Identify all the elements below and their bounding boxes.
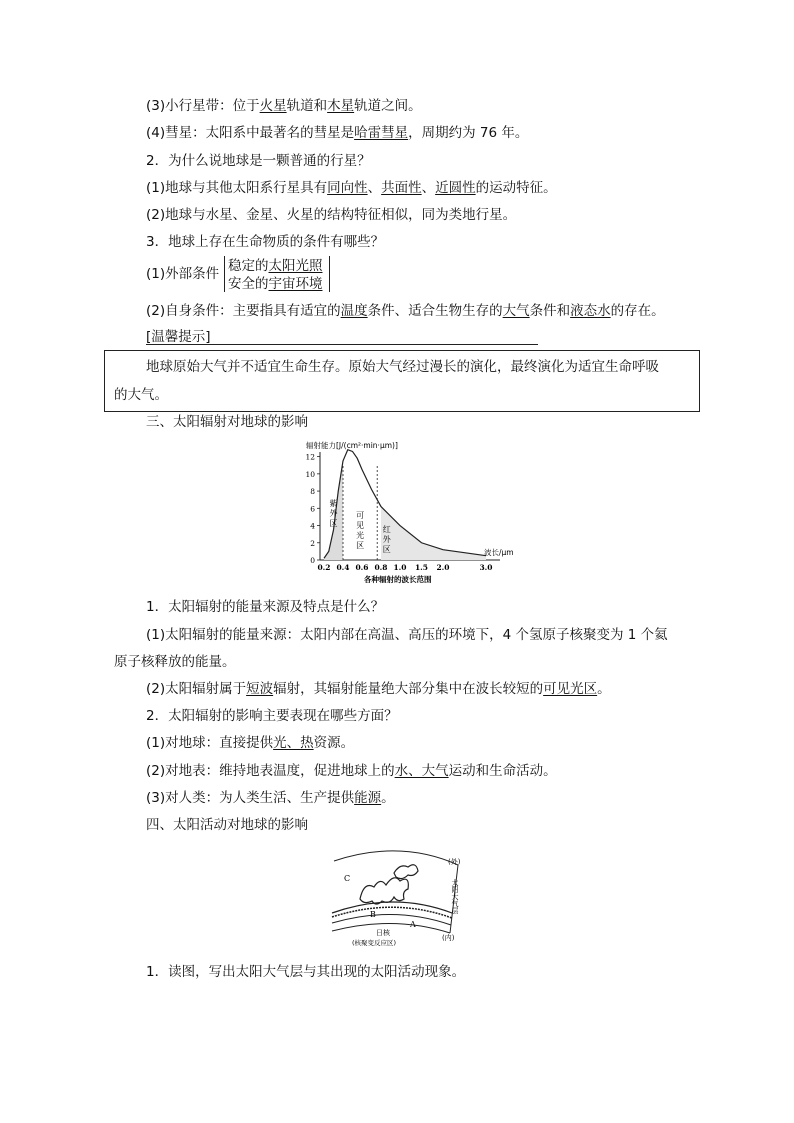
y-tick-label: 4 bbox=[310, 521, 315, 531]
x-tick-label: 1.0 bbox=[393, 563, 407, 572]
tip-label: [温馨提示] bbox=[146, 329, 211, 345]
region-label: 区 bbox=[356, 541, 365, 550]
text-line bbox=[146, 97, 422, 115]
region-label: 紫 bbox=[329, 499, 338, 508]
x-tick-label: 0.8 bbox=[374, 563, 388, 572]
label-outer: (外) bbox=[448, 858, 461, 866]
label-b: B bbox=[370, 910, 376, 919]
y-tick-label: 10 bbox=[305, 469, 315, 479]
answer-text: 同向性 bbox=[327, 180, 368, 196]
brace-item bbox=[228, 275, 323, 293]
text: 、 bbox=[367, 180, 382, 196]
text: 条件和 bbox=[529, 303, 571, 319]
answer-text: 太阳光照 bbox=[268, 258, 323, 274]
text: (2)自身条件：主要指具有适宜的 bbox=[146, 303, 341, 319]
tip-underline bbox=[146, 344, 538, 345]
x-tick-label: 1.5 bbox=[414, 563, 429, 572]
layer-arc bbox=[332, 923, 450, 933]
answer-text: 宇宙环境 bbox=[268, 276, 323, 292]
text-line: (1)外部条件 bbox=[146, 266, 220, 282]
answer-text: 近圆性 bbox=[435, 180, 476, 196]
text-line bbox=[146, 734, 354, 752]
y-tick-label: 0 bbox=[310, 556, 315, 565]
question-heading: 1．太阳辐射的能量来源及特点是什么？ bbox=[146, 599, 385, 615]
text: 轨道之间。 bbox=[354, 98, 422, 114]
answer-text: 能源 bbox=[354, 790, 382, 806]
answer-text: 液态水 bbox=[570, 303, 611, 319]
text: (1)地球与其他太阳系行星具有 bbox=[146, 180, 328, 196]
solar-atmosphere-diagram bbox=[330, 843, 470, 951]
text-line: (1)太阳辐射的能量来源：太阳内部在高温、高压的环境下，4 个氢原子核聚变为 1 个氦 bbox=[146, 627, 668, 643]
text-line bbox=[146, 124, 528, 142]
x-tick-label: 0.6 bbox=[355, 563, 369, 572]
region-label: 光 bbox=[356, 531, 365, 540]
text-line: (2)地球与水星、金星、火星的结构特征相似，同为类地行星。 bbox=[146, 207, 517, 223]
tip-text: 的大气。 bbox=[114, 387, 168, 403]
x-tick-label: 2.0 bbox=[436, 563, 450, 572]
outer-boundary bbox=[334, 851, 458, 865]
text: 安全的 bbox=[228, 276, 269, 292]
text-line bbox=[146, 302, 665, 320]
text: ，周期约为 76 年。 bbox=[408, 125, 529, 141]
x-tick-label: 0.4 bbox=[336, 563, 350, 572]
text-line bbox=[146, 680, 611, 698]
answer-text: 水、大气 bbox=[394, 763, 449, 779]
label-core-sub: (核聚变反应区) bbox=[352, 939, 397, 947]
answer-text: 大气 bbox=[502, 303, 530, 319]
label-c: C bbox=[344, 874, 351, 883]
region-label: 区 bbox=[382, 545, 391, 554]
y-tick-label: 8 bbox=[310, 487, 315, 497]
chart-xlabel: 波长/μm bbox=[484, 548, 514, 557]
text-line: 原子核释放的能量。 bbox=[114, 654, 236, 670]
question-heading: 3．地球上存在生命物质的条件有哪些？ bbox=[146, 234, 385, 250]
text: 条件、适合生物生存的 bbox=[367, 303, 503, 319]
region-label: 红 bbox=[382, 525, 391, 534]
x-tick-label: 0.2 bbox=[317, 563, 331, 572]
text-line bbox=[146, 789, 395, 807]
solar-radiation-chart bbox=[300, 436, 540, 592]
text: (2)太阳辐射属于 bbox=[146, 681, 247, 697]
y-tick-label: 2 bbox=[310, 538, 315, 548]
answer-text: 共面性 bbox=[381, 180, 422, 196]
text: 稳定的 bbox=[228, 258, 269, 274]
answer-text: 木星 bbox=[327, 98, 355, 114]
label-inner: (内) bbox=[442, 934, 455, 942]
label-side: 太阳大气层 bbox=[451, 879, 459, 914]
label-a: A bbox=[410, 920, 416, 929]
region-label: 外 bbox=[329, 509, 338, 518]
text: (2)对地表：维持地表温度，促进地球上的 bbox=[146, 763, 395, 779]
text: (4)彗星：太阳系中最著名的彗星是 bbox=[146, 125, 355, 141]
text: 的存在。 bbox=[610, 303, 665, 319]
text: 的运动特征。 bbox=[475, 180, 557, 196]
text: 、 bbox=[421, 180, 436, 196]
region-label: 见 bbox=[356, 521, 365, 530]
text: (3)对人类：为人类生活、生产提供 bbox=[146, 790, 355, 806]
brace-item bbox=[228, 257, 323, 275]
answer-text: 可见光区 bbox=[543, 681, 598, 697]
tip-text: 地球原始大气并不适宜生命生存。原始大气经过漫长的演化，最终演化为适宜生命呼吸 bbox=[146, 359, 659, 375]
text: (1)对地球：直接提供 bbox=[146, 735, 274, 751]
layer-arc bbox=[332, 907, 452, 918]
text: 资源。 bbox=[313, 735, 355, 751]
question-heading: 2．为什么说地球是一颗普通的行星？ bbox=[146, 153, 371, 169]
text: 辐射，其辐射能量绝大部分集中在波长较短的 bbox=[273, 681, 544, 697]
region-label: 外 bbox=[382, 535, 391, 544]
y-tick-label: 6 bbox=[310, 504, 315, 514]
answer-text: 短波 bbox=[246, 681, 274, 697]
text-line bbox=[146, 179, 557, 197]
label-core: 日核 bbox=[376, 929, 390, 937]
chart-title: 辐射能力[J/(cm²·min·μm)] bbox=[306, 441, 398, 450]
region-fill-ir bbox=[381, 507, 486, 560]
answer-text: 火星 bbox=[259, 98, 287, 114]
text: 轨道和 bbox=[286, 98, 328, 114]
x-tick-label: 3.0 bbox=[479, 563, 493, 572]
text: 。 bbox=[597, 681, 611, 697]
text: (3)小行星带：位于 bbox=[146, 98, 260, 114]
question-heading: 1．读图，写出太阳大气层与其出现的太阳活动现象。 bbox=[146, 964, 466, 980]
answer-text: 光、热 bbox=[273, 735, 314, 751]
text-line bbox=[146, 762, 557, 780]
question-heading: 2．太阳辐射的影响主要表现在哪些方面？ bbox=[146, 708, 398, 724]
region-label: 区 bbox=[329, 519, 338, 528]
prominence-shape bbox=[394, 865, 418, 879]
y-tick-label: 12 bbox=[305, 452, 315, 462]
region-label: 可 bbox=[356, 511, 365, 520]
text: 运动和生命活动。 bbox=[448, 763, 557, 779]
section-heading: 四、太阳活动对地球的影响 bbox=[146, 817, 308, 833]
prominence-shape bbox=[360, 878, 408, 904]
section-heading: 三、太阳辐射对地球的影响 bbox=[146, 414, 308, 430]
answer-text: 温度 bbox=[340, 303, 368, 319]
text: 。 bbox=[381, 790, 395, 806]
answer-text: 哈雷彗星 bbox=[354, 125, 409, 141]
chart-caption: 各种辐射的波长范围 bbox=[364, 575, 432, 584]
